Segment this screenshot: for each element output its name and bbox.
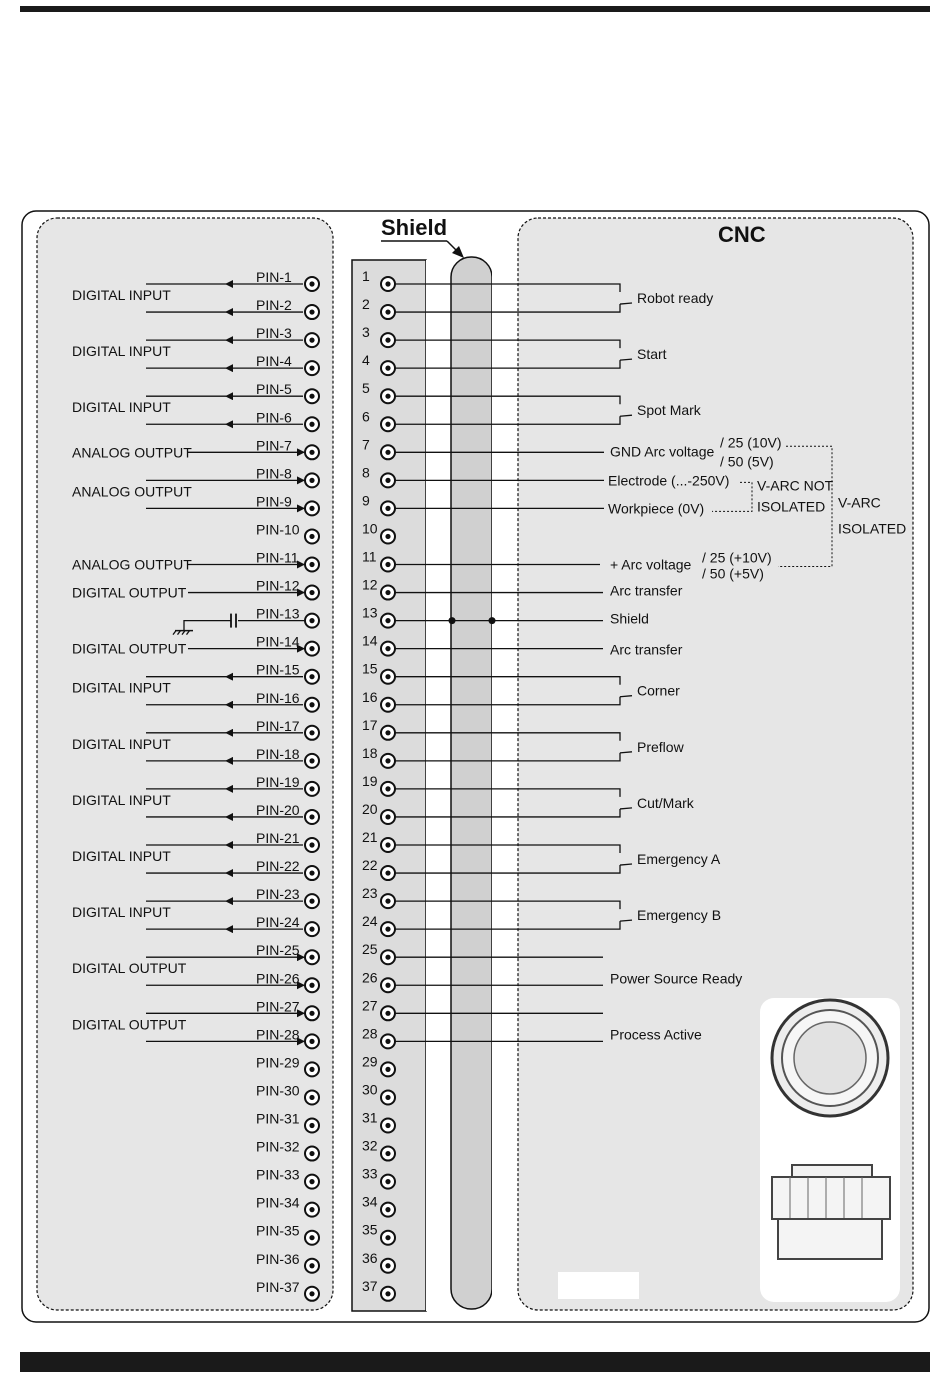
switch-label: Cut/Mark	[637, 794, 694, 811]
bottom-rule	[20, 1352, 930, 1372]
connector-terminal-dot	[385, 814, 390, 819]
io-label: ANALOG OUTPUT	[72, 444, 192, 461]
connector-terminal-dot	[385, 1123, 390, 1128]
cnc-signal-label: V-ARC	[838, 494, 881, 511]
cnc-signal-label: + Arc voltage	[610, 556, 692, 573]
connector-number: 26	[362, 969, 378, 986]
connector-number: 16	[362, 688, 378, 705]
connector-number: 37	[362, 1277, 378, 1294]
pin-terminal-dot	[309, 394, 314, 399]
cnc-signal-label: Workpiece (0V)	[608, 500, 705, 517]
connector-number: 11	[362, 548, 377, 565]
pin-label: PIN-12	[256, 577, 300, 594]
connector-terminal-dot	[385, 562, 390, 567]
pin-terminal-dot	[309, 1263, 314, 1268]
connector-number: 15	[362, 660, 378, 677]
pin-label: PIN-33	[256, 1166, 300, 1183]
connector-terminal-dot	[385, 1263, 390, 1268]
connector-terminal-dot	[385, 702, 390, 707]
pin-label: PIN-31	[256, 1110, 300, 1127]
pin-terminal-dot	[309, 1235, 314, 1240]
cnc-signal-label: ISOLATED	[757, 498, 826, 515]
pin-label: PIN-14	[256, 633, 300, 650]
cnc-signal-label: GND Arc voltage	[610, 443, 715, 460]
pin-terminal-dot	[309, 870, 314, 875]
right-channel	[492, 262, 516, 1310]
pin-label: PIN-25	[256, 942, 300, 959]
connector-number: 24	[362, 913, 378, 930]
pin-label: PIN-28	[256, 1026, 300, 1043]
pin-label: PIN-7	[256, 437, 292, 454]
io-label: DIGITAL INPUT	[72, 679, 171, 696]
connector-number: 28	[362, 1025, 378, 1042]
pin-label: PIN-36	[256, 1250, 300, 1267]
blank-label	[558, 1272, 639, 1299]
io-label: DIGITAL INPUT	[72, 399, 171, 416]
switch-label: Start	[637, 346, 667, 363]
connector-terminal-dot	[385, 1151, 390, 1156]
pin-terminal-dot	[309, 1095, 314, 1100]
connector-terminal-dot	[385, 1235, 390, 1240]
connector-face-icon	[772, 1000, 888, 1116]
pin-terminal-dot	[309, 1291, 314, 1296]
connector-number: 10	[362, 520, 378, 537]
pin-label: PIN-16	[256, 689, 300, 706]
pin-terminal-dot	[309, 366, 314, 371]
pin-label: PIN-8	[256, 465, 292, 482]
pin-terminal-dot	[309, 646, 314, 651]
connector-terminal-dot	[385, 618, 390, 623]
pin-label: PIN-30	[256, 1082, 300, 1099]
switch-label: Spot Mark	[637, 402, 701, 419]
pin-label: PIN-9	[256, 493, 292, 510]
connector-number: 13	[362, 604, 378, 621]
pin-terminal-dot	[309, 309, 314, 314]
pin-terminal-dot	[309, 955, 314, 960]
connector-number: 2	[362, 296, 370, 313]
connector-number: 30	[362, 1081, 378, 1098]
cnc-signal-label: Arc transfer	[610, 582, 683, 599]
pin-label: PIN-27	[256, 998, 300, 1015]
connector-number: 14	[362, 632, 378, 649]
connector-number: 21	[362, 829, 378, 845]
cnc-signal-label: / 50 (5V)	[720, 453, 774, 470]
pin-terminal-dot	[309, 1151, 314, 1156]
connector-number: 12	[362, 576, 378, 593]
cnc-signal-label: ISOLATED	[838, 520, 907, 537]
io-label: DIGITAL INPUT	[72, 287, 171, 304]
io-label: DIGITAL OUTPUT	[72, 1016, 187, 1033]
cnc-signal-label: Process Active	[610, 1026, 702, 1043]
io-label: DIGITAL INPUT	[72, 848, 171, 865]
pin-terminal-dot	[309, 281, 314, 286]
shield-tube	[451, 257, 492, 1309]
pin-label: PIN-24	[256, 914, 300, 931]
pin-label: PIN-11	[256, 549, 299, 566]
pin-label: PIN-2	[256, 297, 292, 314]
io-label: DIGITAL INPUT	[72, 735, 171, 752]
pin-terminal-dot	[309, 338, 314, 343]
connector-terminal-dot	[385, 955, 390, 960]
connector-terminal-dot	[385, 450, 390, 455]
cnc-signal-label: / 25 (+10V)	[702, 549, 772, 566]
pin-terminal-dot	[309, 899, 314, 904]
connector-terminal-dot	[385, 758, 390, 763]
connector-terminal-dot	[385, 1179, 390, 1184]
connector-terminal-dot	[385, 786, 390, 791]
pin-label: PIN-6	[256, 409, 292, 426]
pin-label: PIN-37	[256, 1278, 300, 1295]
connector-number: 8	[362, 464, 370, 481]
io-label: DIGITAL OUTPUT	[72, 640, 187, 657]
pin-label: PIN-21	[256, 830, 300, 846]
pin-terminal-dot	[309, 590, 314, 595]
connector-terminal-dot	[385, 366, 390, 371]
pin-terminal-dot	[309, 1011, 314, 1016]
io-label: ANALOG OUTPUT	[72, 483, 192, 500]
connector-number: 22	[362, 857, 378, 874]
pin-label: PIN-22	[256, 858, 300, 875]
pin-label: PIN-23	[256, 886, 300, 903]
connector-number: 31	[362, 1109, 378, 1126]
io-label: DIGITAL INPUT	[72, 791, 171, 808]
connector-terminal-dot	[385, 338, 390, 343]
connector-terminal-dot	[385, 927, 390, 932]
pin-terminal-dot	[309, 562, 314, 567]
cnc-signal-label: / 50 (+5V)	[702, 565, 764, 582]
pin-label: PIN-19	[256, 773, 300, 790]
pin-terminal-dot	[309, 786, 314, 791]
switch-label: Emergency B	[637, 907, 722, 924]
connector-number: 5	[362, 380, 370, 397]
connector-number: 29	[362, 1053, 378, 1070]
connector-terminal-dot	[385, 1039, 390, 1044]
switch-label: Preflow	[637, 738, 684, 755]
connector-number: 27	[362, 997, 378, 1014]
connector-terminal-dot	[385, 1207, 390, 1212]
connector-terminal-dot	[385, 590, 390, 595]
pin-terminal-dot	[309, 450, 314, 455]
connector-number: 20	[362, 800, 378, 817]
pin-terminal-dot	[309, 534, 314, 539]
cnc-signal-label: Power Source Ready	[610, 970, 743, 987]
connector-number: 25	[362, 941, 378, 958]
io-label: ANALOG OUTPUT	[72, 556, 192, 573]
pin-label: PIN-32	[256, 1138, 300, 1155]
pin-terminal-dot	[309, 702, 314, 707]
connector-number: 4	[362, 352, 370, 369]
cnc-title: CNC	[718, 222, 766, 247]
pin-label: PIN-20	[256, 801, 300, 818]
pin-terminal-dot	[309, 1179, 314, 1184]
shield-junction	[449, 617, 456, 624]
pin-label: PIN-15	[256, 661, 300, 678]
pin-label: PIN-17	[256, 717, 300, 734]
pin-label: PIN-29	[256, 1054, 300, 1071]
pin-terminal-dot	[309, 1039, 314, 1044]
connector-terminal-dot	[385, 646, 390, 651]
pin-terminal-dot	[309, 478, 314, 483]
connector-number: 17	[362, 716, 378, 733]
pin-label: PIN-4	[256, 353, 292, 370]
pin-terminal-dot	[309, 674, 314, 679]
connector-terminal-dot	[385, 394, 390, 399]
connector-terminal-dot	[385, 309, 390, 314]
connector-number: 3	[362, 324, 370, 341]
connector-terminal-dot	[385, 534, 390, 539]
connector-number: 19	[362, 772, 378, 789]
io-label: DIGITAL OUTPUT	[72, 960, 187, 977]
cnc-signal-label: Electrode (...-250V)	[608, 472, 730, 489]
io-label: DIGITAL OUTPUT	[72, 584, 187, 601]
pin-terminal-dot	[309, 422, 314, 427]
pin-terminal-dot	[309, 758, 314, 763]
pin-terminal-dot	[309, 618, 314, 623]
connector-terminal-dot	[385, 842, 390, 847]
connector-number: 23	[362, 885, 378, 902]
connector-terminal-dot	[385, 422, 390, 427]
pin-terminal-dot	[309, 1207, 314, 1212]
connector-side-icon	[772, 1165, 890, 1259]
connector-terminal-dot	[385, 1011, 390, 1016]
connector-terminal-dot	[385, 478, 390, 483]
switch-label: Emergency A	[637, 851, 721, 868]
shield-title: Shield	[381, 215, 448, 240]
pin-terminal-dot	[309, 927, 314, 932]
connector-terminal-dot	[385, 870, 390, 875]
pin-terminal-dot	[309, 814, 314, 819]
shield-junction	[489, 617, 496, 624]
pin-terminal-dot	[309, 842, 314, 847]
connector-number: 34	[362, 1193, 378, 1210]
pin-terminal-dot	[309, 1123, 314, 1128]
connector-number: 9	[362, 492, 370, 509]
connector-number: 32	[362, 1137, 378, 1154]
connector-terminal-dot	[385, 1067, 390, 1072]
connector-terminal-dot	[385, 899, 390, 904]
pin-terminal-dot	[309, 506, 314, 511]
pin-label: PIN-10	[256, 521, 300, 538]
connector-terminal-dot	[385, 506, 390, 511]
connector-terminal-dot	[385, 674, 390, 679]
connector-number: 18	[362, 744, 378, 761]
pin-label: PIN-3	[256, 325, 292, 342]
connector-terminal-dot	[385, 983, 390, 988]
connector-number: 1	[362, 268, 370, 284]
pin-terminal-dot	[309, 1067, 314, 1072]
pin-label: PIN-18	[256, 745, 300, 762]
connector-number: 36	[362, 1249, 378, 1266]
connector-terminal-dot	[385, 1291, 390, 1296]
pin-label: PIN-35	[256, 1222, 300, 1239]
switch-label: Corner	[637, 682, 680, 699]
cnc-signal-label: Shield	[610, 610, 649, 627]
white-channel	[426, 260, 451, 1311]
cnc-signal-label: / 25 (10V)	[720, 434, 782, 451]
io-label: DIGITAL INPUT	[72, 904, 171, 921]
pin-terminal-dot	[309, 730, 314, 735]
pin-label: PIN-5	[256, 381, 292, 398]
cnc-signal-label: V-ARC NOT	[757, 477, 834, 494]
connector-number: 7	[362, 436, 370, 453]
connector-number: 33	[362, 1165, 378, 1182]
pin-label: PIN-34	[256, 1194, 300, 1211]
pin-label: PIN-26	[256, 970, 300, 987]
connector-number: 6	[362, 408, 370, 425]
io-label: DIGITAL INPUT	[72, 343, 171, 360]
pin-terminal-dot	[309, 983, 314, 988]
connector-terminal-dot	[385, 730, 390, 735]
pin-label: PIN-13	[256, 605, 300, 622]
connector-number: 35	[362, 1221, 378, 1238]
connector-terminal-dot	[385, 1095, 390, 1100]
switch-label: Robot ready	[637, 290, 714, 307]
cnc-signal-label: Arc transfer	[610, 641, 683, 658]
pin-label: PIN-1	[256, 269, 292, 285]
connector-terminal-dot	[385, 281, 390, 286]
